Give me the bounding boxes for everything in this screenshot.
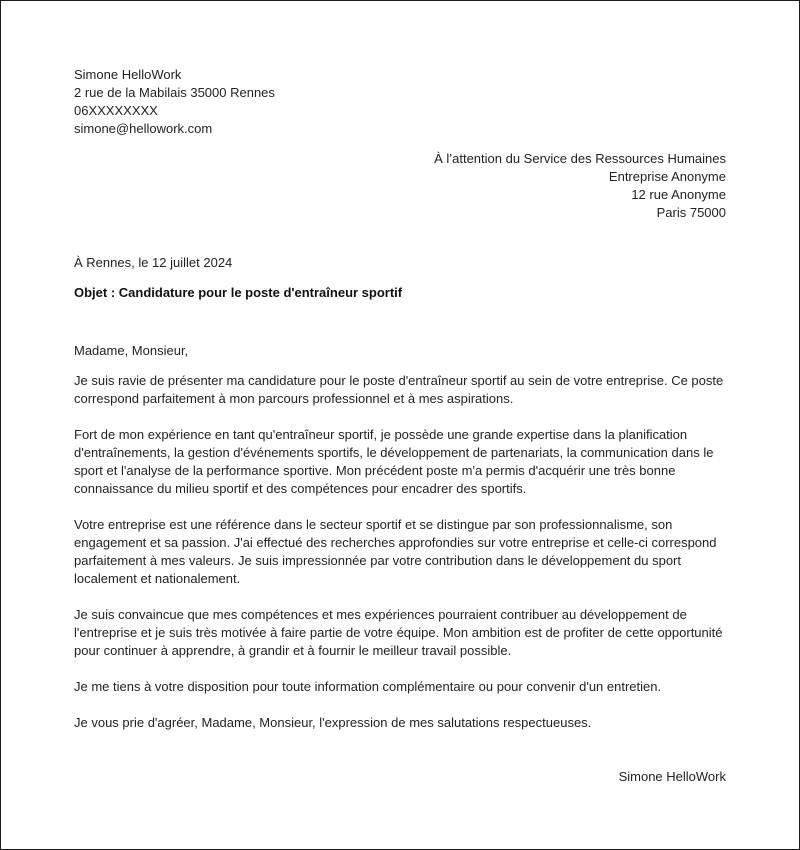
body-paragraph-3 — [74, 516, 724, 588]
paragraph-line: parfaitement à mes valeurs. Je suis impressionnée par votre contribution dans le développement du sport — [74, 553, 681, 568]
paragraph-line: d'entraînements, la gestion d'événements sportifs, le développement de partenariats, la communication dans le — [74, 445, 714, 460]
closing-paragraph — [74, 714, 724, 732]
sender-address: 2 rue de la Mabilais 35000 Rennes — [74, 85, 275, 100]
salutation: Madame, Monsieur, — [74, 343, 189, 358]
recipient-city: Paris 75000 — [656, 205, 726, 220]
body-paragraph-4 — [74, 606, 724, 660]
subject-line: Objet : Candidature pour le poste d'entraîneur sportif — [74, 285, 403, 300]
signature: Simone HelloWork — [618, 769, 726, 784]
sender-name: Simone HelloWork — [74, 67, 182, 82]
body-paragraph-5 — [74, 678, 724, 696]
recipient-street: 12 rue Anonyme — [631, 187, 726, 202]
sender-phone: 06XXXXXXXX — [74, 103, 158, 118]
paragraph-line: Fort de mon expérience en tant qu'entraîneur sportif, je possède une grande expertise dans la planification — [74, 427, 688, 442]
recipient-company: Entreprise Anonyme — [608, 169, 726, 184]
body-paragraph-2 — [74, 426, 724, 498]
paragraph-line: l'entreprise et je suis très motivée à faire partie de votre équipe. Mon ambition est de profiter de cette opportunité — [74, 625, 723, 640]
recipient-attention: À l’attention du Service des Ressources Humaines — [434, 151, 726, 166]
paragraph-line: Je vous prie d'agréer, Madame, Monsieur, l'expression de mes salutations respectueuses. — [74, 715, 592, 730]
paragraph-line: connaissance du milieu sportif et des compétences pour encadrer des sportifs. — [74, 481, 527, 496]
paragraph-line: engagement et sa passion. J'ai effectué des recherches approfondies sur votre entreprise et celle-ci correspond — [74, 535, 717, 550]
paragraph-line: sport et l'analyse de la performance sportive. Mon précédent poste m'a permis d'acquérir une très bonne — [74, 463, 676, 478]
paragraph-line: localement et nationalement. — [74, 571, 241, 586]
paragraph-line: Je suis convaincue que mes compétences et mes expériences pourraient contribuer au développement de — [74, 607, 687, 622]
date-line: À Rennes, le 12 juillet 2024 — [74, 255, 233, 270]
paragraph-line: Je suis ravie de présenter ma candidature pour le poste d'entraîneur sportif au sein de votre entreprise. Ce poste — [74, 373, 724, 388]
sender-email: simone@hellowork.com — [74, 121, 213, 136]
paragraph-line: Je me tiens à votre disposition pour toute information complémentaire ou pour convenir d'un entretien. — [74, 679, 662, 694]
paragraph-line: Votre entreprise est une référence dans le secteur sportif et se distingue par son professionnalisme, son — [74, 517, 673, 532]
paragraph-line: correspond parfaitement à mon parcours professionnel et à mes aspirations. — [74, 391, 514, 406]
body-paragraph-1 — [74, 372, 724, 408]
paragraph-line: pour continuer à apprendre, à grandir et à fournir le meilleur travail possible. — [74, 643, 512, 658]
